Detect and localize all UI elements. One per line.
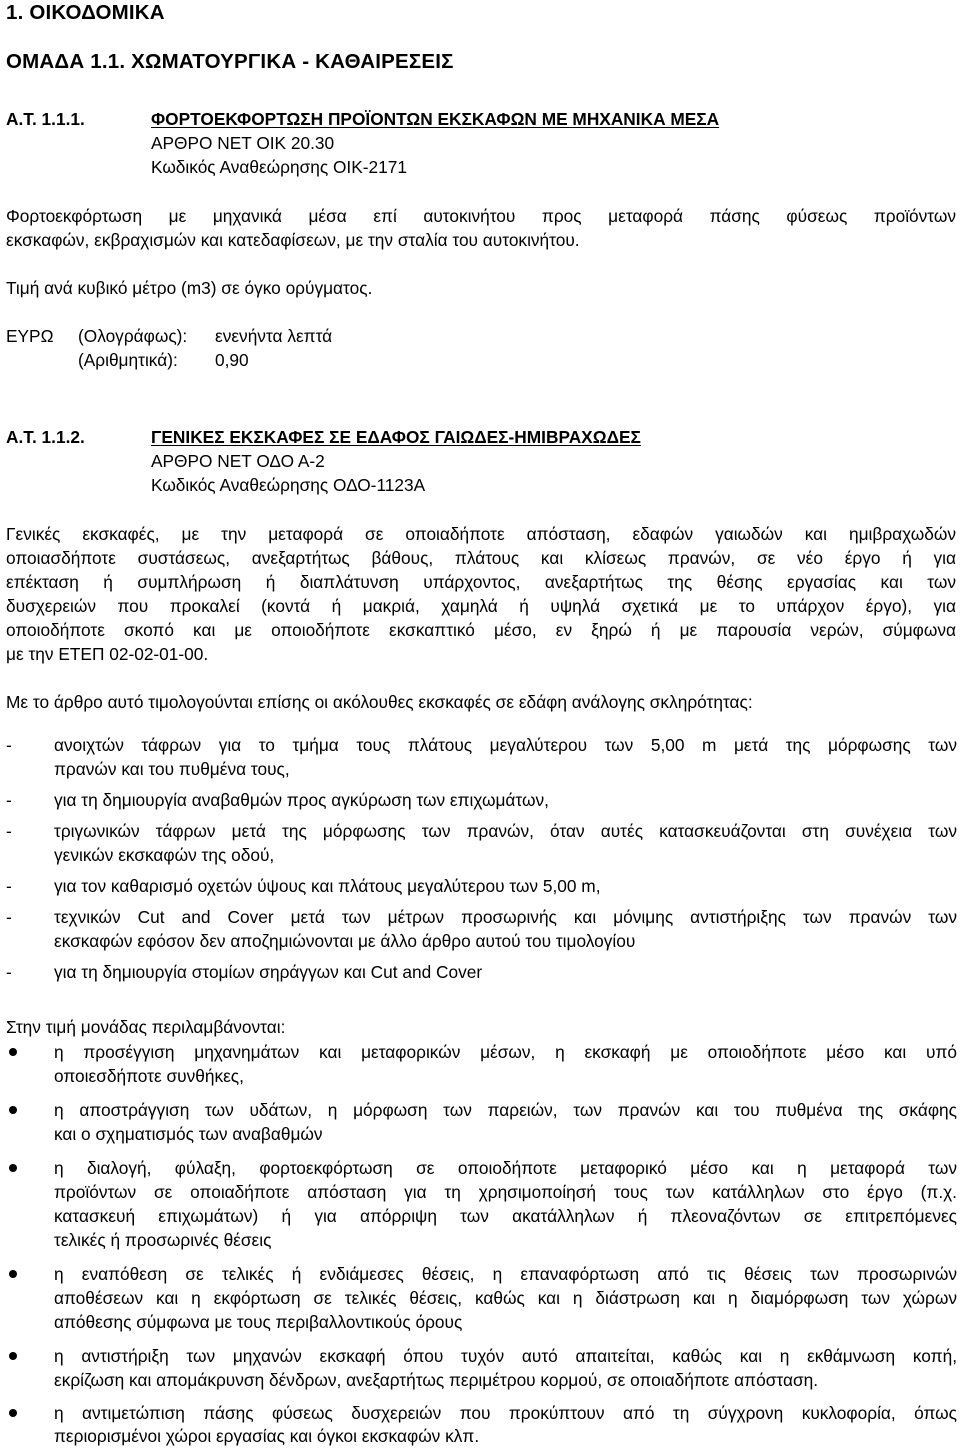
item-unit-price: Τιμή ανά κυβικό μέτρο (m3) σε όγκο ορύγματος. [6,278,373,298]
item-description-line: επέκταση ή συμπλήρωση ή διαπλάτυνση υπάρχοντος, ανεξαρτήτως της θέσης εργασίας και των [6,572,956,592]
bullet-item: η αντιμετώπιση πάσης φύσεως δυσχερειών που προκύπτουν από τη σύγχρονη κυκλοφορία, όπως [54,1403,957,1423]
heading-chapter: 1. ΟΙΚΟΔΟΜΙΚΑ [6,1,165,24]
list-item: τεχνικών Cut and Cover μετά των μέτρων προσωρινής και μόνιμης αντιστήριξης των πρανών των [54,907,957,927]
bullet-icon [6,1344,20,1368]
item-description-line: δυσχερειών που προκαλεί (κοντά ή μακριά, χαμηλά ή υψηλά σχετικά με το υπάρχον έργο), για [6,596,956,616]
bullet-item: η εναπόθεση σε τελικές ή ενδιάμεσες θέσεις, η επαναφόρτωση από τις θέσεις των προσωρινών [54,1264,957,1284]
bullet-icon [6,1156,20,1180]
bullet-item: και ο σχηματισμός των αναβαθμών [54,1124,323,1144]
bullet-item: η προσέγγιση μηχανημάτων και μεταφορικών μέσων, η εκσκαφή με οποιοδήποτε μέσο και υπό [54,1042,957,1062]
bullet-item: η αποστράγγιση των υδάτων, η μόρφωση των παρειών, των πρανών και του πυθμένα της σκάφης [54,1100,957,1120]
bullet-item: απόθεσης σύμφωνα με τους περιβαλλοντικούς όρους [54,1312,463,1332]
list-item: ανοιχτών τάφρων για το τμήμα τους πλάτους μεγαλύτερου των 5,00 m μετά της μόρφωσης των [54,735,957,755]
item-description-line: Γενικές εκσκαφές, με την μεταφορά σε οποιαδήποτε απόσταση, εδαφών γαιωδών και ημιβραχωδών [6,524,956,544]
item-code: Α.Τ. 1.1.2. [6,427,85,447]
list-item: εκσκαφών εφόσον δεν αποζημιώνονται με άλλο άρθρο αυτού του τιμολογίου [54,931,636,951]
bullet-item: αποθέσεων και η εκφόρτωση σε τελικές θέσεις, καθώς και η διάστρωση και η διαμόρφωση των χώρων [54,1288,957,1308]
bullet-icon [6,1401,20,1425]
item-description-line: με την ΕΤΕΠ 02-02-01-00. [6,644,209,664]
bullet-item: κατασκευή επιχωμάτων) ή για απόρριψη των ακατάλληλων ή πλεοναζόντων σε επιτρεπόμενες [54,1206,957,1226]
bullet-item: τελικές ή προσωρινές θέσεις [54,1230,272,1250]
list-item: γενικών εκσκαφών της οδού, [54,845,275,865]
item-description-line: εκσκαφών, εκβραχισμών και κατεδαφίσεων, με την σταλία του αυτοκινήτου. [6,230,580,250]
item-revision: Κωδικός Αναθεώρησης ΟΙΚ-2171 [151,157,407,177]
list-dash: - [6,907,12,927]
bullet-icon [6,1262,20,1286]
item-title: ΓΕΝΙΚΕΣ ΕΚΣΚΑΦΕΣ ΣΕ ΕΔΑΦΟΣ ΓΑΙΩΔΕΣ-ΗΜΙΒΡΑΧΩΔΕΣ [151,427,641,447]
list-dash: - [6,821,12,841]
list-dash: - [6,962,12,982]
price-words-label: (Ολογράφως): [78,326,188,346]
list-dash: - [6,790,12,810]
bullet-item: η διαλογή, φύλαξη, φορτοεκφόρτωση σε οποιοδήποτε μεταφορικό μέσο και η μεταφορά των [54,1158,957,1178]
item-article: ΑΡΘΡΟ ΝΕΤ ΟΙΚ 20.30 [151,133,335,153]
price-number-label: (Αριθμητικά): [78,350,178,370]
price-words-value: ενενήντα λεπτά [215,326,333,346]
also-priced-intro: Με το άρθρο αυτό τιμολογούνται επίσης οι ακόλουθες εκσκαφές σε εδάφη ανάλογης σκληρότητας: [6,692,753,712]
item-description-line: Φορτοεκφόρτωση με μηχανικά μέσα επί αυτοκινήτου προς μεταφορά πάσης φύσεως προϊόντων [6,206,956,226]
item-revision: Κωδικός Αναθεώρησης ΟΔΟ-1123Α [151,475,426,495]
list-item: τριγωνικών τάφρων μετά της μόρφωσης των πρανών, όταν αυτές κατασκευάζονται στη συνέχεια των [54,821,957,841]
list-dash: - [6,876,12,896]
bullet-item: εκρίζωση και απομάκρυνση δένδρων, ανεξαρτήτως περιμέτρου κορμού, σε οποιαδήποτε απόσταση. [54,1370,819,1390]
bullet-item: περιορισμένοι χώροι εργασίας και όγκοι εκσκαφών κλπ. [54,1426,480,1446]
item-description-line: οποιασδήποτε συστάσεως, ανεξαρτήτως βάθους, πλάτους και κλίσεως πρανών, σε νέο έργο ή για [6,548,956,568]
list-item: για τη δημιουργία στομίων σηράγγων και Cut and Cover [54,962,483,982]
price-number-value: 0,90 [215,350,249,370]
item-title: ΦΟΡΤΟΕΚΦΟΡΤΩΣΗ ΠΡΟΪΟΝΤΩΝ ΕΚΣΚΑΦΩΝ ΜΕ ΜΗΧΑΝΙΚΑ ΜΕΣΑ [151,109,720,129]
list-item: για τον καθαρισμό οχετών ύψους και πλάτους μεγαλύτερου των 5,00 m, [54,876,601,896]
item-description-line: οποιοδήποτε σκοπό και με οποιοδήποτε εκσκαπτικό μέσο, εν ξηρώ ή με παρουσία νερών, σύμφωνα [6,620,956,640]
list-item: για τη δημιουργία αναβαθμών προς αγκύρωση των επιχωμάτων, [54,790,549,810]
bullet-icon [6,1040,20,1064]
heading-group: ΟΜΑΔΑ 1.1. ΧΩΜΑΤΟΥΡΓΙΚΑ - ΚΑΘΑΙΡΕΣΕΙΣ [6,50,454,73]
bullet-item: οποιεσδήποτε συνθήκες, [54,1066,244,1086]
bullet-icon [6,1098,20,1122]
bullet-item: προϊόντων σε οποιαδήποτε απόσταση για τη χρησιμοποίησή τους των κατάλληλων στο έργο (π.χ. [54,1182,957,1202]
item-article: ΑΡΘΡΟ ΝΕΤ ΟΔΟ Α-2 [151,451,325,471]
item-code: Α.Τ. 1.1.1. [6,109,85,129]
list-item: πρανών και του πυθμένα τους, [54,759,290,779]
price-currency: ΕΥΡΩ [6,326,54,346]
included-intro: Στην τιμή μονάδας περιλαμβάνονται: [6,1017,286,1037]
list-dash: - [6,735,12,755]
bullet-item: η αντιστήριξη των μηχανών εκσκαφή όπου τυχόν αυτό απαιτείται, καθώς και η εκθάμνωση κοπή, [54,1346,957,1366]
